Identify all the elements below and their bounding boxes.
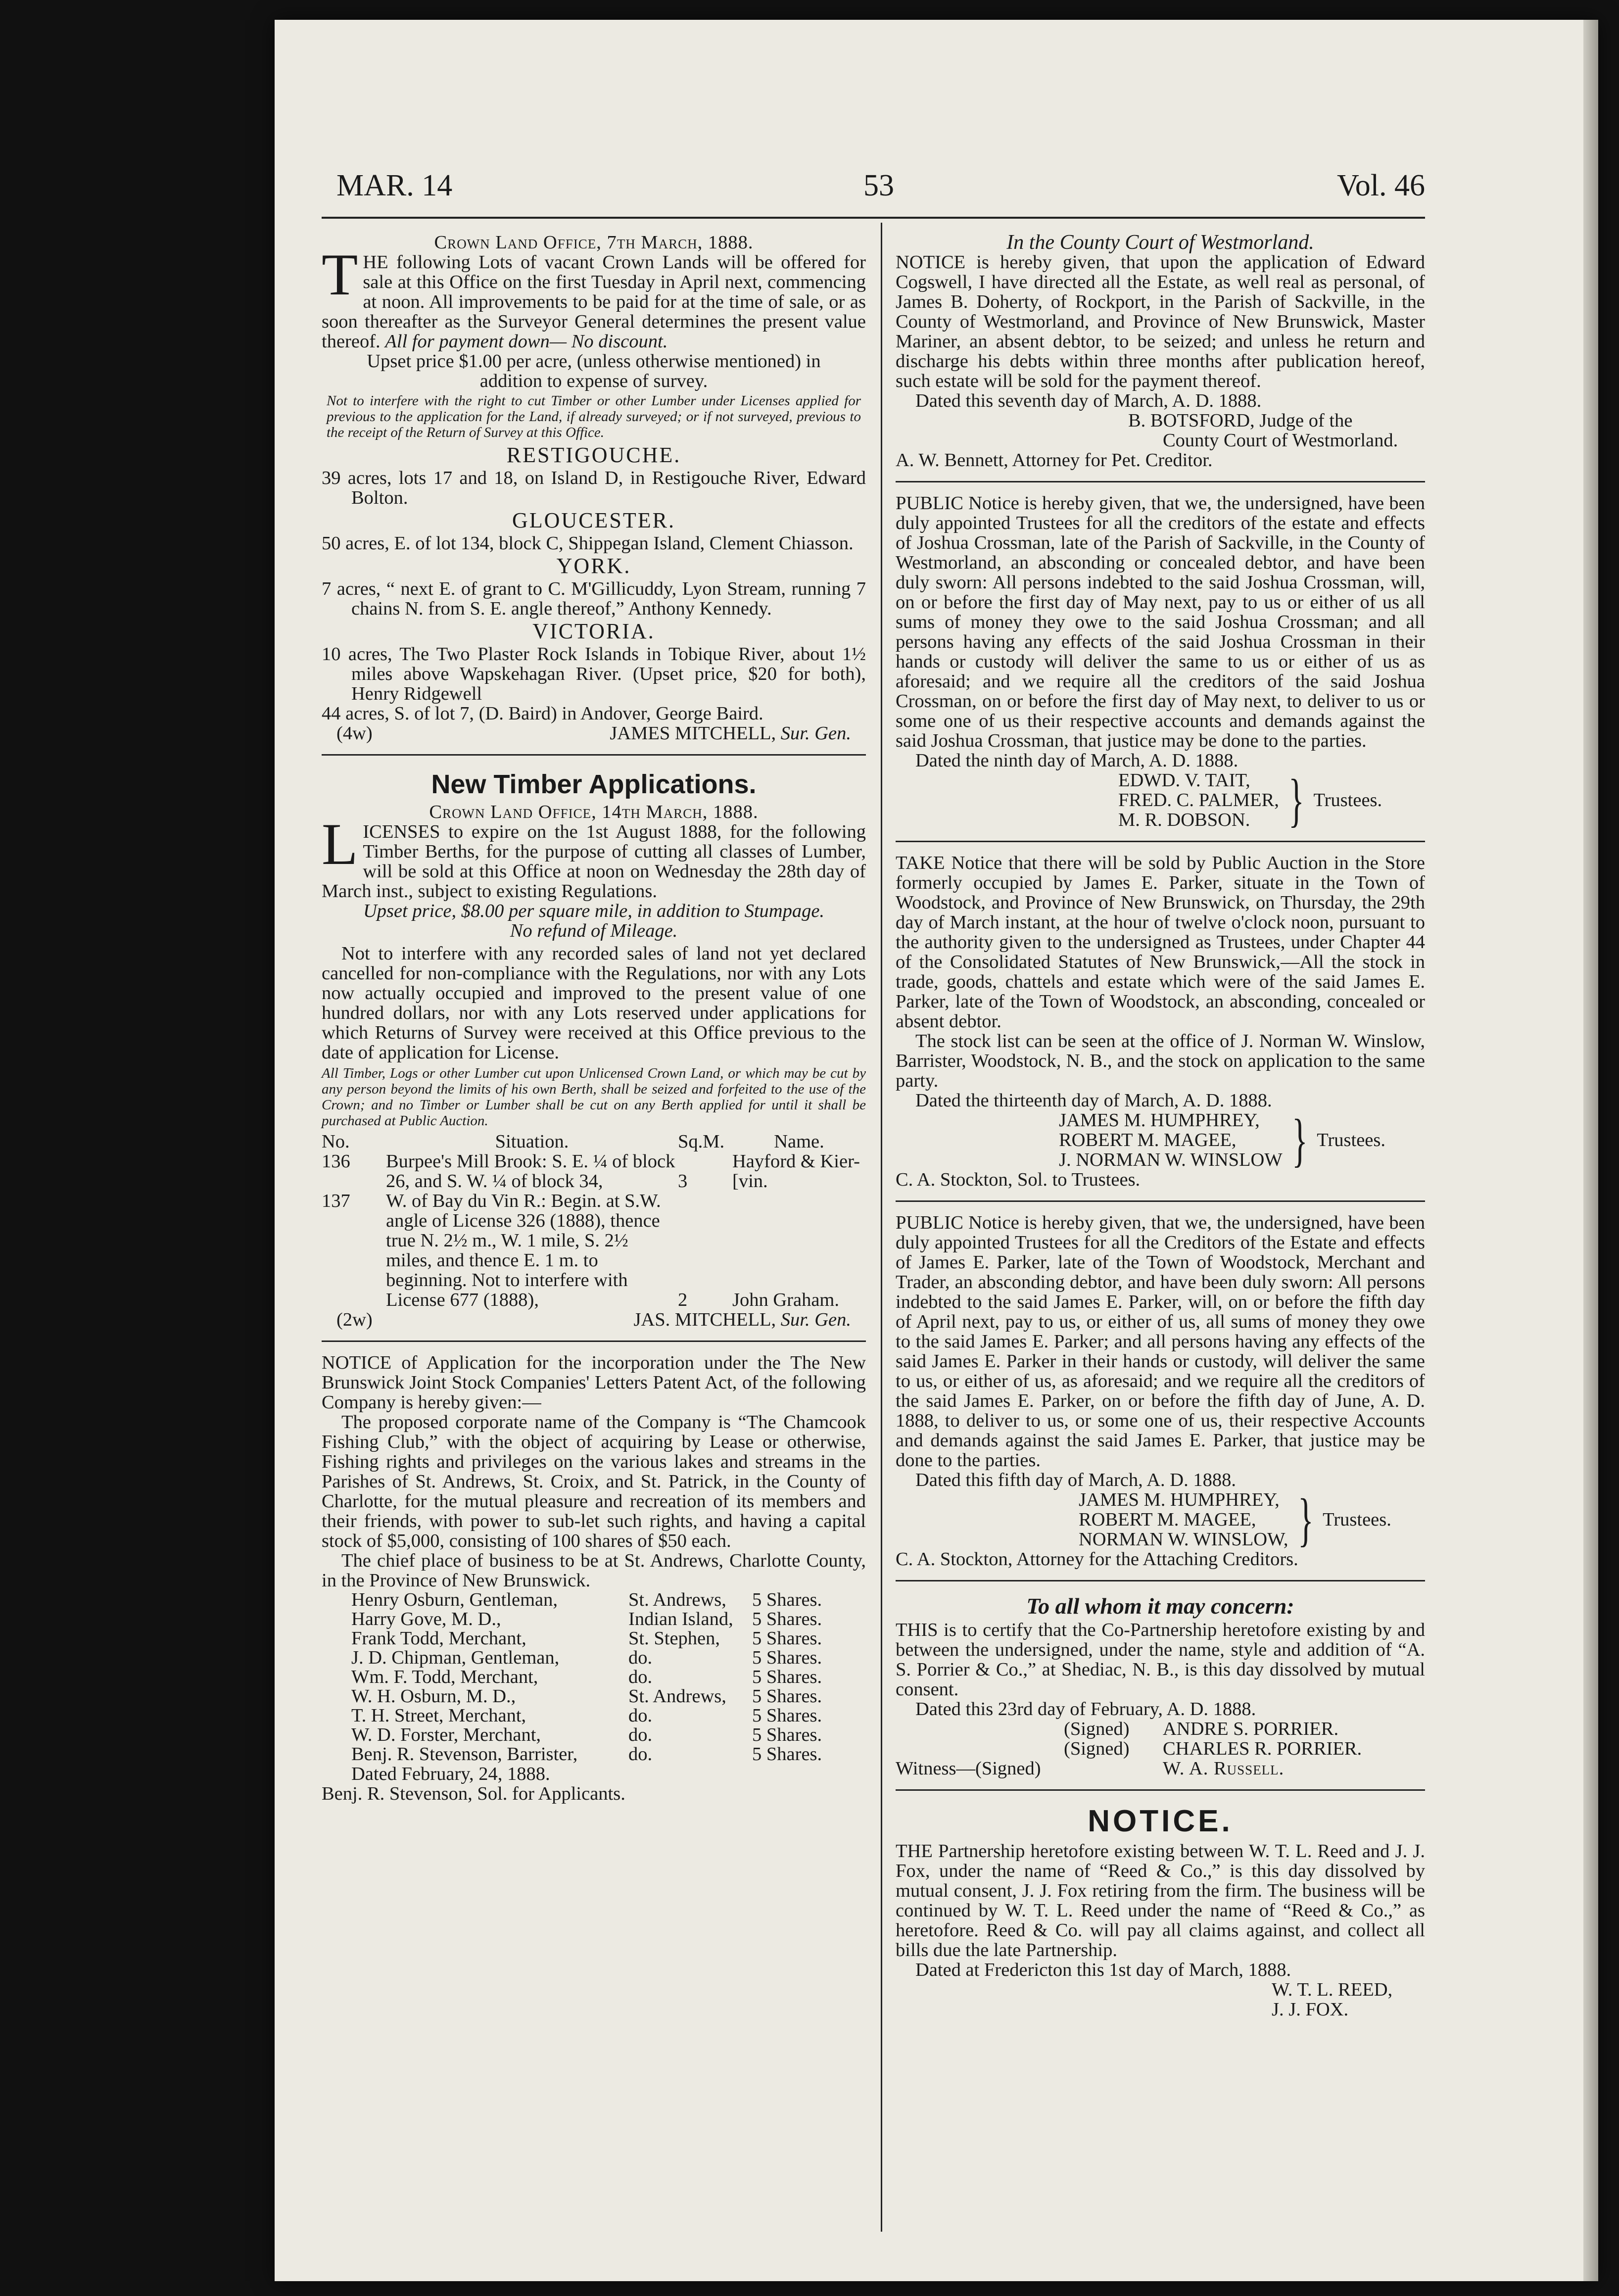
timber-intro: LICENSES to expire on the 1st August 1888, for the following Timber Berths, for the purpose of cutting all classes of Lumber, will be sold at this Office at noon on Wednesday the 28th day of March inst., subject to existing Regulations. bbox=[322, 811, 866, 902]
header-rule bbox=[322, 217, 1425, 219]
signature: ANDRE S. PORRIER. bbox=[1163, 1719, 1339, 1739]
shareholder-row bbox=[322, 1687, 866, 1706]
brace-glyph: } bbox=[1288, 767, 1304, 833]
right-column bbox=[896, 233, 1425, 2019]
auction-body-2: The stock list can be seen at the office of J. Norman W. Winslow, Barrister, Woodstock, N. B., and the stock on application to the same party. bbox=[896, 1031, 1425, 1091]
county-heading: GLOUCESTER. bbox=[512, 508, 675, 532]
column-header: Name. bbox=[774, 1131, 824, 1152]
upset-price: Upset price, $8.00 per square mile, in addition to Stumpage. bbox=[363, 901, 825, 921]
table-row: 136 Burpee's Mill Brook: S. E. ¼ of block 26, and S. W. ¼ of block 34, 3 Hayford & Kier-[vin. bbox=[322, 1151, 860, 1192]
section-rule bbox=[896, 1200, 1425, 1202]
timber-applications-notice bbox=[322, 766, 866, 1330]
parker-trustees-notice bbox=[896, 1213, 1425, 1569]
auction-solicitor: C. A. Stockton, Sol. to Trustees. bbox=[896, 1169, 1141, 1190]
insertion-tag: (2w) bbox=[336, 1309, 373, 1330]
shareholder-row bbox=[322, 1629, 866, 1648]
lot-item: 7 acres, “ next E. of grant to C. M'Gillicuddy, Lyon Stream, running 7 chains N. from S. E. angle thereof,” Anthony Kennedy. bbox=[322, 578, 866, 619]
reed-dated: Dated at Fredericton this 1st day of March, 1888. bbox=[915, 1960, 1291, 1980]
parker-attorney: C. A. Stockton, Attorney for the Attaching Creditors. bbox=[896, 1549, 1298, 1570]
incorporation-p2: The proposed corporate name of the Company is “The Chamcook Fishing Club,” with the object of acquiring by Lease or otherwise, Fishing rights and privileges on the various lakes and streams in the Parishes of St. Andrews, St. Croix, and St. Patrick, in the County of Charlotte, for the mutual pleasure and recreation of its members and their friends, with power to sub-let such rights, and having a capital stock of $5,000, consisting of 100 shares of $50 each. bbox=[322, 1412, 866, 1551]
section-title: New Timber Applications. bbox=[431, 769, 757, 799]
court-body: NOTICE is hereby given, that upon the application of Edward Cogswell, I have directed all the Estate, as well real as personal, of James B. Doherty, of Rockport, in the Parish of Sackville, in the County of Westmorland, and Province of New Brunswick, Master Mariner, an absent debtor, to be seized; and unless he return and discharge his debts within three months after publication hereof, such estate will be sold for the payment thereof. bbox=[896, 252, 1425, 391]
column-header: No. bbox=[322, 1131, 350, 1152]
section-rule bbox=[896, 1789, 1425, 1791]
incorporation-dated: Dated February, 24, 1888. bbox=[351, 1764, 550, 1784]
shareholder-shares: 5 Shares. bbox=[752, 1744, 822, 1765]
header-page-number: 53 bbox=[863, 169, 894, 202]
office-line: Crown Land Office, 7th March, 1888. bbox=[434, 232, 754, 253]
judge-line: B. BOTSFORD, Judge of the bbox=[1128, 410, 1353, 431]
county-heading: YORK. bbox=[556, 554, 631, 578]
court-dated: Dated this seventh day of March, A. D. 1888. bbox=[915, 390, 1262, 411]
incorporation-notice bbox=[322, 1353, 866, 1804]
parker-dated: Dated this fifth day of March, A. D. 1888. bbox=[915, 1470, 1236, 1490]
reed-body: THE Partnership heretofore existing between W. T. L. Reed and J. J. Fox, under the name of “Reed & Co.,” is this day dissolved by mutual consent, J. J. Fox retiring from the firm. The business will be continued by W. T. L. Reed under the name of “Reed & Co.,” as heretofore. Reed & Co. will pay all claims against, and collect all bills due the late Partnership. bbox=[896, 1841, 1425, 1961]
court-attorney: A. W. Bennett, Attorney for Pet. Creditor. bbox=[896, 450, 1213, 471]
crown-land-sale-notice bbox=[322, 233, 866, 743]
header-date: MAR. 14 bbox=[336, 169, 453, 202]
shareholder-row bbox=[322, 1668, 866, 1687]
shareholder-place: do. bbox=[628, 1705, 653, 1726]
trustees-label: Trustees. bbox=[1317, 1130, 1385, 1150]
trustee-signatures bbox=[1059, 1107, 1425, 1173]
notice-title: NOTICE. bbox=[1088, 1804, 1233, 1838]
trustee-signatures bbox=[1079, 1486, 1425, 1552]
shareholder-place: do. bbox=[628, 1667, 653, 1687]
shareholder-shares: 5 Shares. bbox=[752, 1705, 822, 1726]
shareholder-name: Wm. F. Todd, Merchant, bbox=[351, 1667, 538, 1687]
shareholder-place: St. Andrews, bbox=[628, 1686, 726, 1707]
timber-body: Not to interfere with any recorded sales of land not yet declared cancelled for non-compliance with the Regulations, nor with any Lots now actually occupied and improved to the present value of one hundred dollars, nor with any Lots reserved under applications for which Returns of Survey were received at this Office previous to the date of application for License. bbox=[322, 943, 866, 1063]
porrier-dissolution-notice bbox=[896, 1592, 1425, 1778]
porrier-dated: Dated this 23rd day of February, A. D. 1888. bbox=[915, 1699, 1256, 1720]
shareholder-shares: 5 Shares. bbox=[752, 1724, 822, 1745]
section-rule bbox=[896, 841, 1425, 842]
trustee-name: FRED. C. PALMER, bbox=[1118, 790, 1279, 811]
shareholder-name: J. D. Chipman, Gentleman, bbox=[351, 1647, 560, 1668]
shareholder-place: do. bbox=[628, 1724, 653, 1745]
lots-table-header bbox=[322, 1132, 866, 1151]
upset-price: Upset price $1.00 per acre, (unless otherwise mentioned) in addition to expense of survey. bbox=[367, 351, 821, 391]
lot-item: 50 acres, E. of lot 134, block C, Shippegan Island, Clement Chiasson. bbox=[322, 533, 854, 554]
shareholder-row bbox=[322, 1725, 866, 1745]
shareholder-place: St. Andrews, bbox=[628, 1589, 726, 1610]
witness-name: W. A. Russell. bbox=[1163, 1758, 1285, 1779]
trustee-name: J. NORMAN W. WINSLOW bbox=[1059, 1149, 1283, 1170]
shareholder-name: Henry Osburn, Gentleman, bbox=[351, 1589, 558, 1610]
reed-dissolution-notice bbox=[896, 1802, 1425, 2019]
shareholder-shares: 5 Shares. bbox=[752, 1628, 822, 1649]
trustees-label: Trustees. bbox=[1313, 790, 1382, 811]
shareholder-place: do. bbox=[628, 1647, 653, 1668]
shareholder-name: Benj. R. Stevenson, Barrister, bbox=[351, 1744, 578, 1765]
shareholder-name: W. D. Forster, Merchant, bbox=[351, 1724, 541, 1745]
trustee-name: JAMES M. HUMPHREY, bbox=[1059, 1110, 1260, 1131]
section-rule bbox=[322, 1340, 866, 1342]
incorporation-p1: NOTICE of Application for the incorporation under the The New Brunswick Joint Stock Companies' Letters Patent Act, of the following Company is hereby given:— bbox=[322, 1352, 866, 1413]
trustee-name: EDWD. V. TAIT, bbox=[1118, 770, 1250, 791]
drop-cap: L bbox=[322, 811, 358, 877]
shareholder-list bbox=[322, 1590, 866, 1764]
judge-line-2: County Court of Westmorland. bbox=[1163, 430, 1398, 451]
no-refund: No refund of Mileage. bbox=[510, 920, 678, 941]
signature: JAS. MITCHELL, bbox=[633, 1309, 776, 1330]
parker-body: PUBLIC Notice is hereby given, that we, the undersigned, have been duly appointed Trustees for all the Creditors of the Estate and effects of James E. Parker, late of the Town of Woodstock, Merchant and Trader, an absconding debtor, and have been duly sworn: All persons indebted to the said James E. Parker, will, on or before the fifth day of April next, pay to us, or either of us, all sums of money they owe to the said James E. Parker; and all persons having any effects of the said James E. Parker in their hands or custody, will deliver the same to us, or either of us, as aforesaid; and we require all the creditors of the said James E. Parker, on or before the fifth day of June, A. D. 1888, to deliver to us, or some one of us, their respective Accounts and demands against the said James E. Parker, that justice may be done to the parties. bbox=[896, 1212, 1425, 1471]
trustee-name: M. R. DOBSON. bbox=[1118, 810, 1250, 830]
drop-cap: T bbox=[322, 241, 358, 307]
trustees-label: Trustees. bbox=[1323, 1509, 1391, 1530]
lot-item: 39 acres, lots 17 and 18, on Island D, in Restigouche River, Edward Bolton. bbox=[322, 468, 866, 508]
shareholder-shares: 5 Shares. bbox=[752, 1647, 822, 1668]
sale-intro: THE following Lots of vacant Crown Lands will be offered for sale at this Office on the first Tuesday in April next, commencing at noon. All improvements to be paid for at the time of sale, or as soon thereafter as the Surveyor General determines the present value thereof. All for payment down— No discount. bbox=[322, 241, 866, 352]
crossman-body: PUBLIC Notice is hereby given, that we, the undersigned, have been duly appointed Trustees for all the creditors of the estate and effects of Joshua Crossman, late of the Parish of Sackville, in the County of Westmorland, an absconding or concealed debtor, and have been duly sworn: All persons indebted to the said Joshua Crossman, will, on or before the first day of May next, pay to us or either of us all sums of money they owe to the said Joshua Crossman; and all persons having any effects of the said Joshua Crossman in their hands or custody will deliver the same to us or either of us as aforesaid; and we require all the creditors of the said Joshua Crossman, on or before the first day of May next, to deliver to us or some one of us their respective accounts and demands against the said Joshua Crossman, that justice may be done to the parties. bbox=[896, 493, 1425, 751]
trustee-name: NORMAN W. WINSLOW, bbox=[1079, 1529, 1288, 1550]
timber-note: All Timber, Logs or other Lumber cut upon Unlicensed Crown Land, or which may be cut by any person beyond the limits of his own Berth, shall be seized and forfeited to the use of the Crown; and no Timber or Lumber shall be cut on any Berth applied for until it shall be purchased at Public Auction. bbox=[322, 1065, 866, 1129]
section-rule bbox=[322, 754, 866, 756]
section-rule bbox=[896, 481, 1425, 482]
shareholder-name: T. H. Street, Merchant, bbox=[351, 1705, 526, 1726]
auction-dated: Dated the thirteenth day of March, A. D. 1888. bbox=[915, 1090, 1272, 1111]
shareholder-shares: 5 Shares. bbox=[752, 1609, 822, 1629]
table-row: 137 W. of Bay du Vin R.: Begin. at S.W. angle of License 326 (1888), thence true N. 2½ m., W. 1 mile, S. 2½ miles, and thence E. 1 m. to beginning. Not to interfere with License 677 (1888), 2 John Graham. bbox=[322, 1191, 839, 1310]
signature-title: Sur. Gen. bbox=[780, 723, 851, 744]
crossman-dated: Dated the ninth day of March, A. D. 1888. bbox=[915, 750, 1238, 771]
signature: JAMES MITCHELL, bbox=[610, 723, 776, 744]
signature: CHARLES R. PORRIER. bbox=[1163, 1738, 1362, 1759]
shareholder-shares: 5 Shares. bbox=[752, 1589, 822, 1610]
signature-line bbox=[322, 723, 866, 743]
page-header bbox=[322, 168, 1425, 208]
lot-item: 44 acres, S. of lot 7, (D. Baird) in Andover, George Baird. bbox=[322, 703, 763, 724]
auction-body: TAKE Notice that there will be sold by Public Auction in the Store formerly occupied by James E. Parker, situate in the Town of Woodstock, and Province of New Brunswick, on Thursday, the 29th day of March instant, at the hour of twelve o'clock noon, pursuant to the authority given to the undersigned as Trustees, under Chapter 44 of the Consolidated Statutes of New Brunswick,—All the stock in trade, goods, chattels and estate which were of the said James E. Parker, late of the Town of Woodstock, an absconding, concealed or absent debtor. bbox=[896, 853, 1425, 1032]
shareholder-row bbox=[322, 1706, 866, 1725]
brace-glyph: } bbox=[1291, 1107, 1308, 1173]
signature-title: Sur. Gen. bbox=[780, 1309, 851, 1330]
trustee-name: ROBERT M. MAGEE, bbox=[1079, 1509, 1256, 1530]
court-title: In the County Court of Westmorland. bbox=[1006, 231, 1314, 254]
signature-line: (Signed) ANDRE S. PORRIER. bbox=[1064, 1719, 1339, 1739]
shareholder-row bbox=[322, 1610, 866, 1629]
shareholder-shares: 5 Shares. bbox=[752, 1686, 822, 1707]
shareholder-place: do. bbox=[628, 1744, 653, 1765]
shareholder-place: St. Stephen, bbox=[628, 1628, 720, 1649]
shareholder-name: Harry Gove, M. D., bbox=[351, 1609, 501, 1629]
insertion-tag: (4w) bbox=[336, 723, 373, 744]
porrier-body: THIS is to certify that the Co-Partnership heretofore existing by and between the undersigned, under the name, style and addition of “A. S. Porrier & Co.,” at Shediac, N. B., is this day dissolved by mutual consent. bbox=[896, 1620, 1425, 1700]
witness-line: Witness—(Signed) W. A. Russell. bbox=[896, 1758, 1285, 1779]
shareholder-row bbox=[322, 1745, 866, 1764]
porrier-title: To all whom it may concern: bbox=[1026, 1593, 1294, 1619]
county-court-notice bbox=[896, 233, 1425, 470]
column-header: Situation. bbox=[495, 1131, 569, 1152]
column-header: Sq.M. bbox=[678, 1131, 725, 1152]
signature-line: (Signed) CHARLES R. PORRIER. bbox=[1064, 1738, 1362, 1759]
signature: W. T. L. REED, bbox=[1272, 1979, 1393, 2000]
shareholder-name: W. H. Osburn, M. D., bbox=[351, 1686, 516, 1707]
office-line: Crown Land Office, 14th March, 1888. bbox=[429, 802, 759, 822]
left-column bbox=[322, 233, 866, 1804]
survey-note: Not to interfere with the right to cut Timber or other Lumber under Licenses applied for previous to the application for the Land, if already surveyed; or if not surveyed, previous to the receipt of the Return of Survey at this Office. bbox=[327, 393, 861, 440]
trustee-name: ROBERT M. MAGEE, bbox=[1059, 1130, 1237, 1150]
signature: J. J. FOX. bbox=[1272, 1999, 1349, 2020]
shareholder-name: Frank Todd, Merchant, bbox=[351, 1628, 526, 1649]
column-divider bbox=[881, 223, 882, 2232]
signature-line bbox=[322, 1310, 866, 1330]
page-binding-edge bbox=[1583, 20, 1598, 2281]
crossman-trustees-notice bbox=[896, 493, 1425, 833]
brace-glyph: } bbox=[1297, 1486, 1314, 1552]
shareholder-place: Indian Island, bbox=[628, 1609, 733, 1629]
shareholder-row bbox=[322, 1648, 866, 1668]
page-content bbox=[322, 20, 1425, 2247]
lot-item: 10 acres, The Two Plaster Rock Islands in Tobique River, about 1½ miles above Wapskehagan River. (Upset price, $20 for both), Henry Ridgewell bbox=[322, 644, 866, 704]
header-volume: Vol. 46 bbox=[1336, 169, 1425, 202]
incorporation-p3: The chief place of business to be at St. Andrews, Charlotte County, in the Province of New Brunswick. bbox=[322, 1550, 866, 1591]
county-heading: RESTIGOUCHE. bbox=[506, 443, 681, 467]
trustee-signatures bbox=[1118, 767, 1425, 833]
trustee-name: JAMES M. HUMPHREY, bbox=[1079, 1489, 1280, 1510]
shareholder-row bbox=[322, 1590, 866, 1610]
auction-notice bbox=[896, 853, 1425, 1190]
section-rule bbox=[896, 1580, 1425, 1581]
incorporation-solicitor: Benj. R. Stevenson, Sol. for Applicants. bbox=[322, 1783, 625, 1804]
county-heading: VICTORIA. bbox=[532, 619, 655, 643]
shareholder-shares: 5 Shares. bbox=[752, 1667, 822, 1687]
gazette-page bbox=[275, 20, 1598, 2281]
